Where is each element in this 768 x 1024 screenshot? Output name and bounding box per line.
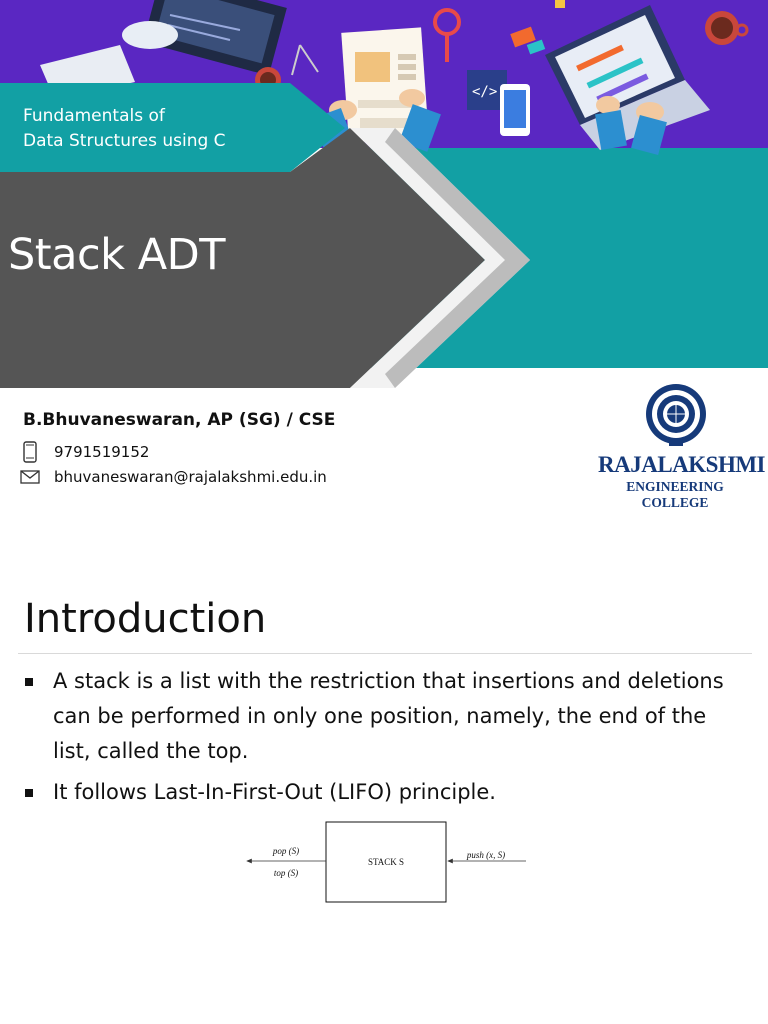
push-label: push (x, S) [466,850,506,860]
bullet-list [24,664,744,816]
phone-row [20,441,149,463]
hero-banner [0,0,768,400]
title-divider [18,653,752,654]
bullet-item [24,775,744,810]
bullet-item [24,664,744,769]
pop-label: pop (S) [272,846,300,856]
bullet-text: It follows Last-In-First-Out (LIFO) principle. [53,780,496,804]
college-subtitle: ENGINEERING COLLEGE [626,479,724,510]
email-row [20,466,327,488]
phone-icon [20,441,40,463]
deck-title: Stack ADT [8,230,226,280]
bullet-square-icon [25,789,33,797]
slide-title: Introduction [24,596,267,642]
svg-text:</>: </> [472,84,498,100]
mail-icon [20,466,40,488]
college-emblem [640,380,712,450]
stack-box-label: STACK S [367,857,405,867]
bullet-text: A stack is a list with the restriction that insertions and deletions can be performed in only one position, namely, the end of the list, called the top. [53,669,724,763]
college-logo [598,380,766,510]
top-label: top (S) [273,868,299,878]
course-title-line1: Fundamentals of [23,106,165,126]
email-address: bhuvaneswaran@rajalakshmi.edu.in [54,468,327,486]
course-title [23,104,226,154]
phone-number: 9791519152 [54,443,150,461]
author-name: B.Bhuvaneswaran, AP (SG) / CSE [23,410,336,430]
introduction-slide [0,560,768,1024]
bullet-square-icon [25,678,33,686]
stack-diagram [240,818,540,908]
college-name: RAJALAKSHMI [598,452,766,477]
course-title-line2: Data Structures using C [23,131,226,151]
